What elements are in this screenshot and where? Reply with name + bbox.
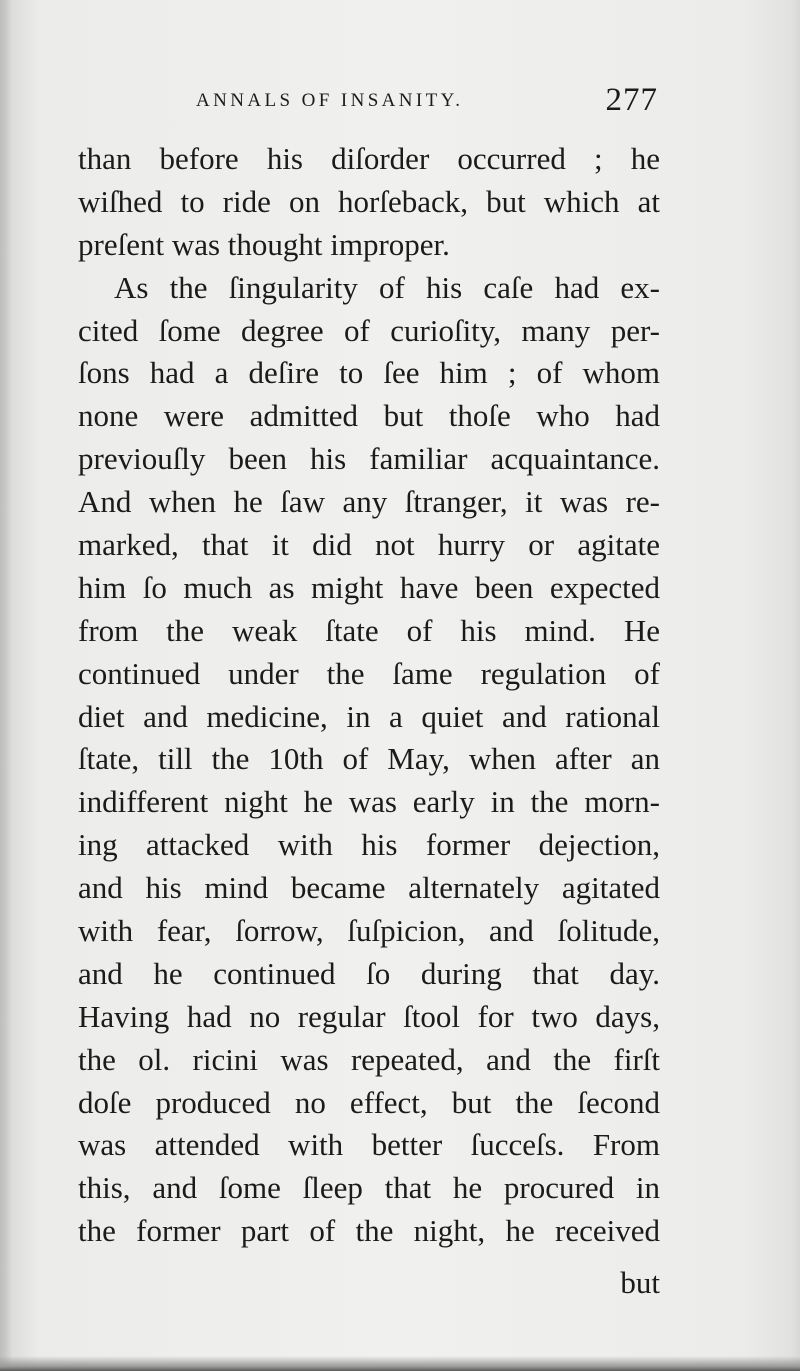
catchword: but bbox=[620, 1265, 660, 1300]
text-line: As the ſingularity of his caſe had ex- bbox=[114, 269, 660, 305]
page-number: 277 bbox=[605, 82, 658, 118]
text-line: ſtate, till the 10th of May, when after an bbox=[78, 741, 660, 777]
text-line: previouſly been his familiar acquaintance. bbox=[78, 441, 660, 477]
text-line: continued under the ſame regulation of bbox=[78, 655, 660, 691]
text-line: marked, that it did not hurry or agitate bbox=[78, 527, 660, 563]
text-line: with fear, ſorrow, ſuſpicion, and ſolitude, bbox=[78, 913, 660, 949]
text-line: wiſhed to ride on horſeback, but which at bbox=[78, 183, 660, 219]
text-line: ſons had a deſire to ſee him ; of whom bbox=[78, 355, 660, 391]
text-line: from the weak ſtate of his mind. He bbox=[78, 612, 660, 648]
text-line: none were admitted but thoſe who had bbox=[78, 398, 660, 434]
text-line: this, and ſome ſleep that he procured in bbox=[78, 1170, 660, 1206]
running-head bbox=[78, 82, 660, 128]
text-line: And when he ſaw any ſtranger, it was re- bbox=[78, 484, 660, 520]
text-line: the former part of the night, he received bbox=[78, 1213, 660, 1249]
text-line: ing attacked with his former dejection, bbox=[78, 827, 660, 863]
text-line: was attended with better ſucceſs. From bbox=[78, 1127, 660, 1163]
text-line: diet and medicine, in a quiet and rational bbox=[78, 698, 660, 734]
text-line: than before his diſorder occurred ; he bbox=[78, 141, 660, 176]
page-gutter-shadow bbox=[0, 0, 12, 1371]
text-line: and his mind became alternately agitated bbox=[78, 870, 660, 906]
text-line: him ſo much as might have been expected bbox=[78, 569, 660, 605]
text-line: the ol. ricini was repeated, and the firſt bbox=[78, 1041, 660, 1077]
text-line: and he continued ſo during that day. bbox=[78, 955, 660, 991]
page-bottom-edge bbox=[0, 1356, 800, 1371]
body-text bbox=[78, 138, 660, 1253]
text-line: cited ſome degree of curioſity, many per- bbox=[78, 312, 660, 348]
text-line: indifferent night he was early in the morn- bbox=[78, 784, 660, 820]
text-line: Having had no regular ſtool for two days, bbox=[78, 998, 660, 1034]
text-line: doſe produced no effect, but the ſecond bbox=[78, 1084, 660, 1120]
running-title: ANNALS OF INSANITY. bbox=[196, 90, 464, 111]
text-line: preſent was thought improper. bbox=[78, 226, 450, 262]
